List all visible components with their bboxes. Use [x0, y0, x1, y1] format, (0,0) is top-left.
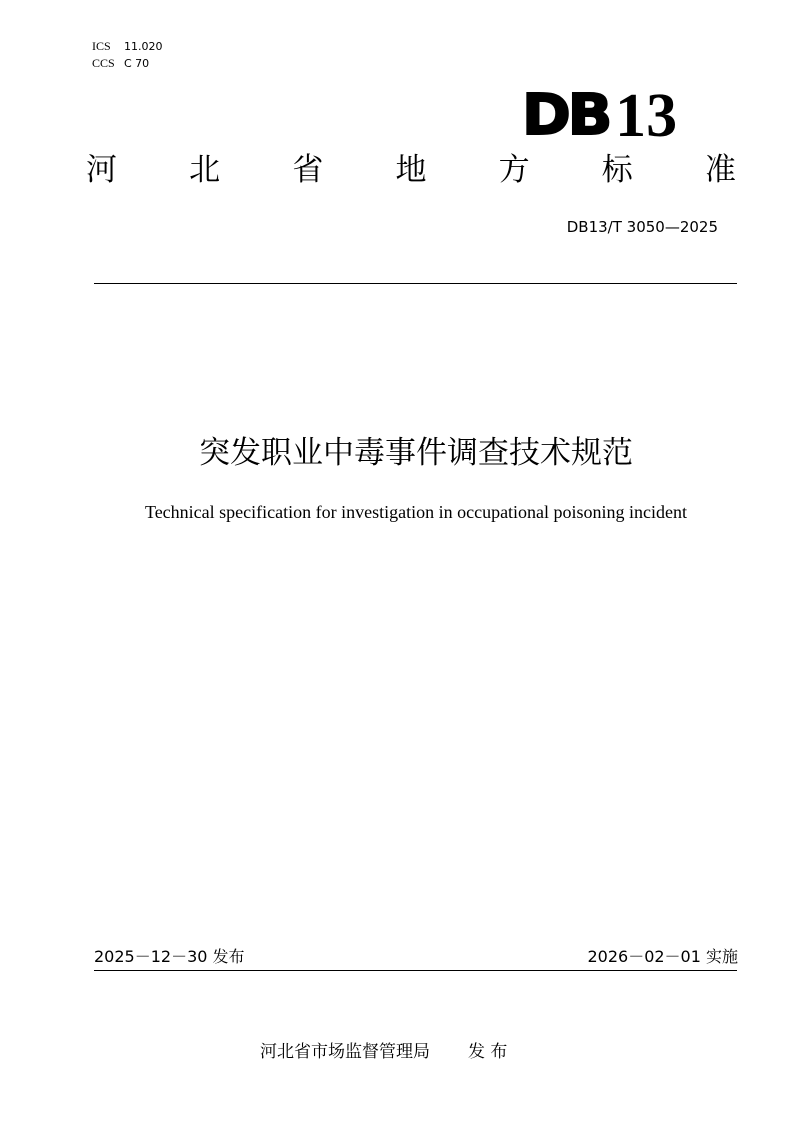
publish-action: 发 布 — [468, 1042, 508, 1062]
standard-type-heading — [86, 150, 736, 190]
heading-char: 地 — [395, 152, 427, 188]
classification-codes — [92, 38, 163, 72]
ccs-code — [92, 55, 163, 72]
logo-number: 13 — [615, 82, 678, 150]
heading-char: 北 — [189, 152, 221, 188]
ccs-value: C 70 — [124, 57, 150, 70]
heading-char: 省 — [292, 152, 324, 188]
heading-char: 河 — [86, 152, 117, 188]
implementation-date: 2026－02－01 实施 — [587, 947, 738, 966]
ics-value: 11.020 — [124, 40, 163, 53]
ccs-label: CCS — [92, 56, 115, 70]
heading-char: 方 — [498, 152, 530, 188]
english-title: Technical specification for investigation in occupational poisoning incident — [144, 502, 688, 522]
heading-char: 标 — [601, 152, 633, 188]
bottom-divider — [94, 970, 737, 971]
release-date: 2025－12－30 发布 — [94, 947, 245, 966]
standard-number: DB13/T 3050—2025 — [566, 218, 718, 236]
chinese-title: 突发职业中毒事件调查技术规范 — [199, 435, 633, 471]
publisher-line — [260, 1040, 507, 1064]
top-divider — [94, 283, 737, 284]
ics-label: ICS — [92, 39, 111, 53]
logo-letters: DB — [522, 83, 610, 148]
heading-char: 准 — [704, 152, 736, 188]
issuer-name: 河北省市场监督管理局 — [260, 1042, 430, 1062]
db13-logo — [522, 82, 678, 150]
ics-code — [92, 38, 163, 55]
